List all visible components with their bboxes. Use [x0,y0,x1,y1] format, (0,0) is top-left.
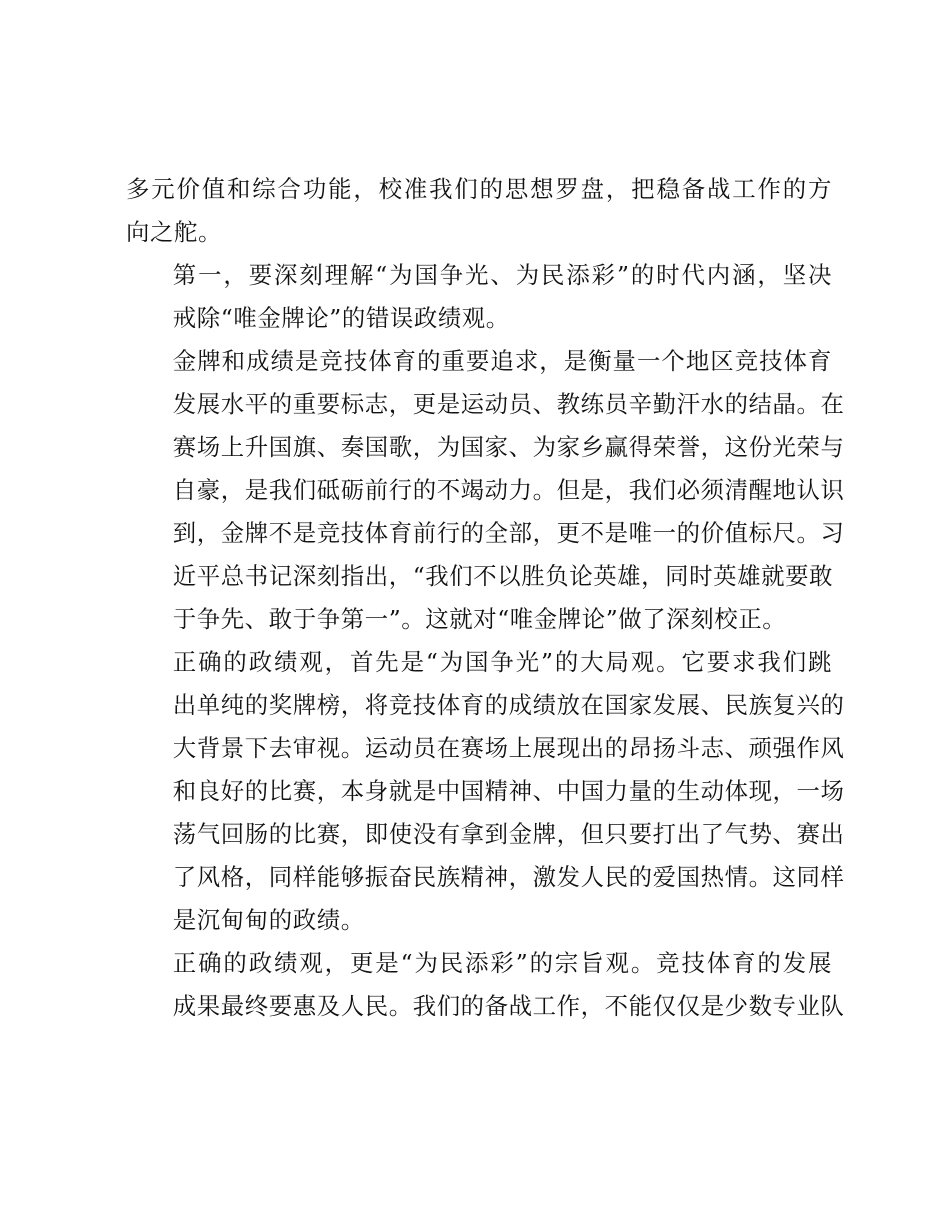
text-line: 到，金牌不是竞技体育前行的全部，更不是唯一的价值标尺。习 [172,519,845,547]
text-line: 向之舵。 [126,218,222,246]
text-line: 成果最终要惠及人民。我们的备战工作，不能仅仅是少数专业队 [172,992,845,1020]
paragraph-3 [126,340,845,641]
text-line: 金牌和成绩是竞技体育的重要追求，是衡量一个地区竞技体育 [172,347,832,375]
text-line: 发展水平的重要标志，更是运动员、教练员辛勤汗水的结晶。在 [172,390,845,418]
text-line: 正确的政绩观，首先是“为国争光”的大局观。它要求我们跳 [172,648,832,676]
text-line: 荡气回肠的比赛，即使没有拿到金牌，但只要打出了气势、赛出 [172,820,845,848]
text-line: 大背景下去审视。运动员在赛场上展现出的昂扬斗志、顽强作风 [172,734,845,762]
paragraph-2 [126,254,832,340]
text-line: 自豪，是我们砥砺前行的不竭动力。但是，我们必须清醒地认识 [172,476,845,504]
text-line: 和良好的比赛，本身就是中国精神、中国力量的生动体现，一场 [172,777,845,805]
text-line: 出单纯的奖牌榜，将竞技体育的成绩放在国家发展、民族复兴的 [172,691,845,719]
paragraph-1 [126,168,832,254]
text-line: 于争先、敢于争第一”。这就对“唯金牌论”做了深刻校正。 [172,605,787,633]
body-text [126,168,845,1028]
text-line: 赛场上升国旗、奏国歌，为国家、为家乡赢得荣誉，这份光荣与 [172,433,845,461]
text-line: 戒除“唯金牌论”的错误政绩观。 [172,304,510,332]
text-line: 近平总书记深刻指出，“我们不以胜负论英雄，同时英雄就要敢 [172,562,834,590]
paragraph-4 [126,641,845,942]
text-line: 多元价值和综合功能，校准我们的思想罗盘，把稳备战工作的方 [126,175,832,203]
paragraph-5 [126,942,845,1028]
text-line: 是沉甸甸的政绩。 [172,906,365,934]
text-line: 了风格，同样能够振奋民族精神，激发人民的爱国热情。这同样 [172,863,845,891]
text-line: 正确的政绩观，更是“为民添彩”的宗旨观。竞技体育的发展 [172,949,832,977]
text-line: 第一，要深刻理解“为国争光、为民添彩”的时代内涵，坚决 [172,261,832,289]
